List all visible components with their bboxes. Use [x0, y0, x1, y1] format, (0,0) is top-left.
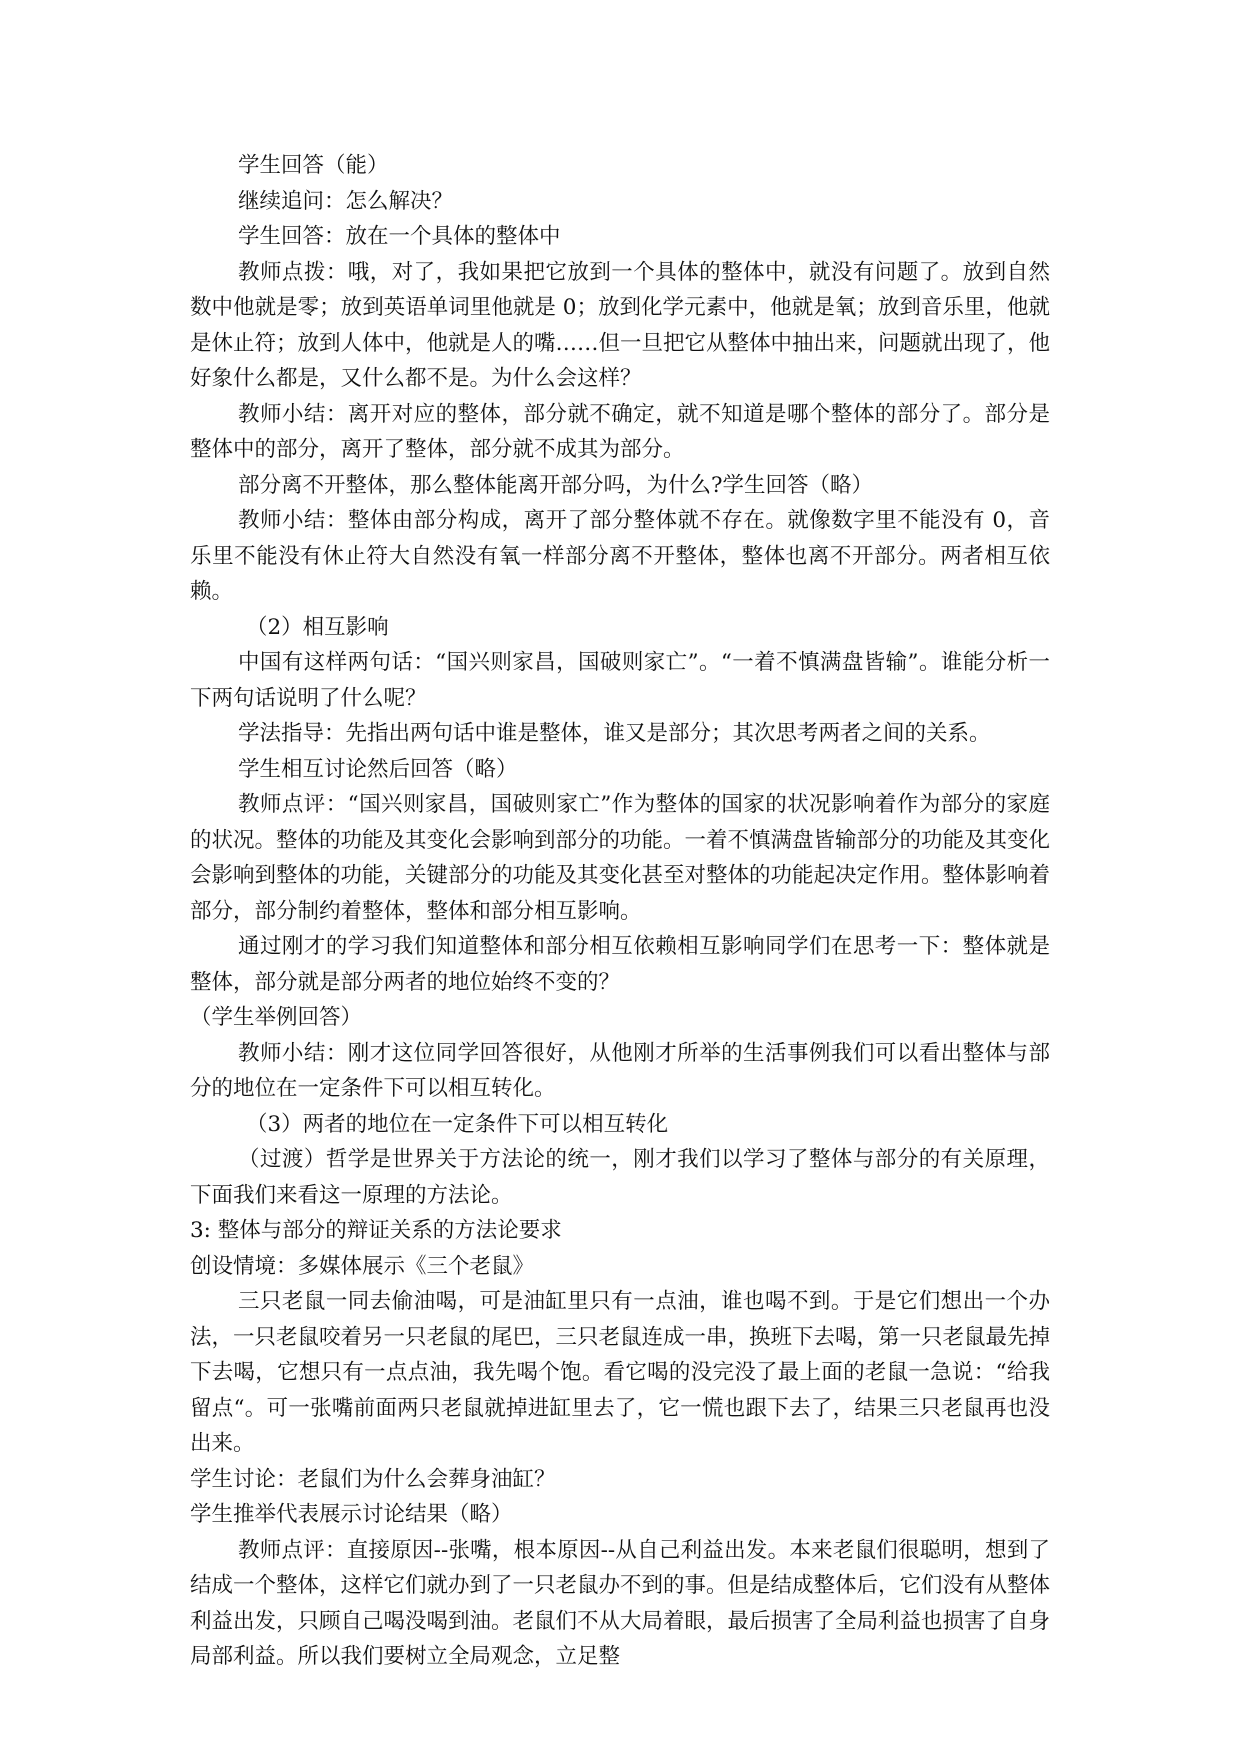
paragraph: 学生回答（能） — [238, 153, 389, 178]
paragraph: 继续追问：怎么解决？ — [238, 188, 454, 214]
paragraph: 通过刚才的学习我们知道整体和部分相互依赖相互影响同学们在思考一下：整体就是整体，部分就是部分两者的地位始终不变的？ — [190, 934, 1050, 995]
paragraph: 教师小结：整体由部分构成，离开了部分整体就不存在。就像数字里不能没有 0，音乐里不能没有休止符大自然没有氧一样部分离不开整体，整体也离不开部分。两者相互依赖。 — [190, 508, 1050, 604]
paragraph: 中国有这样两句话：“国兴则家昌，国破则家亡”。“一着不慎满盘皆输”。谁能分析一下两句话说明了什么呢？ — [190, 650, 1050, 711]
paragraph: 学法指导：先指出两句话中谁是整体，谁又是部分；其次思考两者之间的关系。 — [238, 721, 991, 746]
paragraph: 学生推举代表展示讨论结果（略） — [190, 1502, 513, 1527]
paragraph: 教师点拨：哦，对了，我如果把它放到一个具体的整体中，就没有问题了。放到自然数中他就是零；放到英语单词里他就是 0；放到化学元素中，他就是氧；放到音乐里，他就是休止符；放到人体中，他就是人的嘴……但一旦把它从整体中抽出来，问题就出现了，他好象什么都是，又什么都不是。为什么会这样？ — [190, 259, 1051, 391]
paragraph: 学生回答：放在一个具体的整体中 — [238, 224, 561, 249]
paragraph: 学生讨论：老鼠们为什么会葬身油缸？ — [190, 1466, 556, 1492]
paragraph: 学生相互讨论然后回答（略） — [238, 756, 518, 782]
paragraph: 部分离不开整体，那么整体能离开部分吗，为什么?学生回答（略） — [238, 472, 874, 498]
paragraph: 创设情境：多媒体展示《三个老鼠》 — [190, 1253, 535, 1279]
paragraph: 教师小结：离开对应的整体，部分就不确定，就不知道是哪个整体的部分了。部分是整体中的部分，离开了整体，部分就不成其为部分。 — [190, 401, 1050, 462]
paragraph: 教师小结：刚才这位同学回答很好，从他刚才所举的生活事例我们可以看出整体与部分的地位在一定条件下可以相互转化。 — [190, 1040, 1050, 1101]
section-heading: （3）两者的地位在一定条件下可以相互转化 — [246, 1111, 669, 1137]
document-body — [190, 148, 1050, 1675]
section-heading: （2）相互影响 — [246, 614, 389, 640]
section-heading: 3: 整体与部分的辩证关系的方法论要求 — [190, 1218, 562, 1243]
paragraph: （学生举例回答） — [190, 1005, 363, 1030]
paragraph: （过渡）哲学是世界关于方法论的统一，刚才我们以学习了整体与部分的有关原理，下面我们来看这一原理的方法论。 — [190, 1147, 1050, 1208]
paragraph: 教师点评：直接原因--张嘴，根本原因--从自己利益出发。本来老鼠们很聪明，想到了结成一个整体，这样它们就办到了一只老鼠办不到的事。但是结成整体后，它们没有从整体利益出发，只顾自己喝没喝到油。老鼠们不从大局着眼，最后损害了全局利益也损害了自身局部利益。所以我们要树立全局观念，立足整 — [190, 1537, 1051, 1669]
paragraph: 教师点评：“国兴则家昌，国破则家亡”作为整体的国家的状况影响着作为部分的家庭的状况。整体的功能及其变化会影响到部分的功能。一着不慎满盘皆输部分的功能及其变化会影响到整体的功能，关键部分的功能及其变化甚至对整体的功能起决定作用。整体影响着部分，部分制约着整体，整体和部分相互影响。 — [190, 792, 1051, 924]
story-paragraph: 三只老鼠一同去偷油喝，可是油缸里只有一点油，谁也喝不到。于是它们想出一个办法，一只老鼠咬着另一只老鼠的尾巴，三只老鼠连成一串，换班下去喝，第一只老鼠最先掉下去喝，它想只有一点点油，我先喝个饱。看它喝的没完没了最上面的老鼠一急说：“给我留点“。可一张嘴前面两只老鼠就掉进缸里去了，它一慌也跟下去了，结果三只老鼠再也没出来。 — [190, 1289, 1051, 1456]
